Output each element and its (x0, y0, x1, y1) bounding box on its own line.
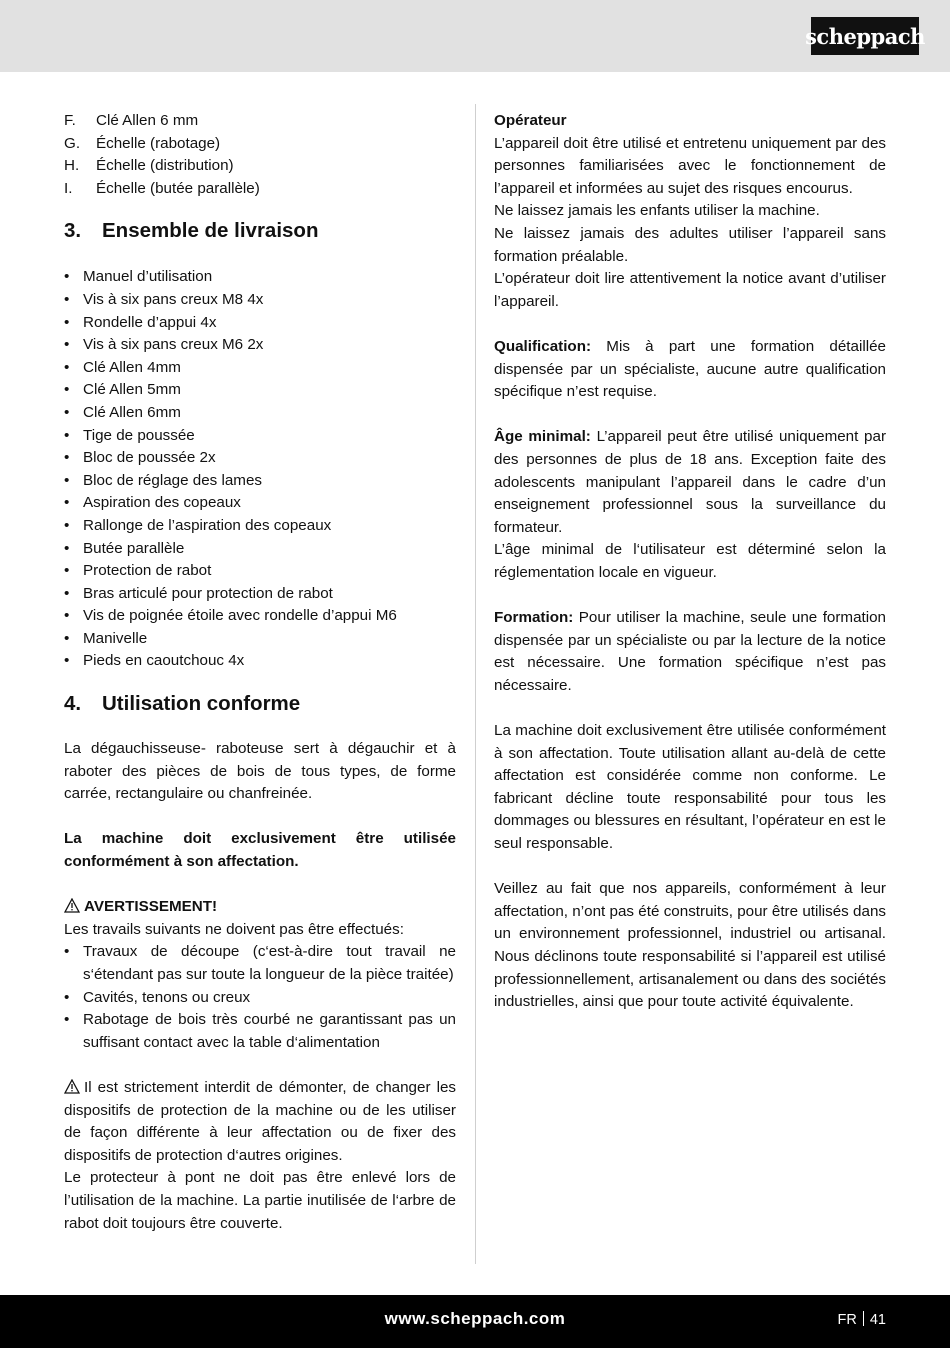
right-column (494, 110, 886, 1014)
operator-text: L’opérateur doit lire attentivement la notice avant d’utiliser l’appareil. (494, 270, 886, 310)
list-item: • Vis de poignée étoile avec rondelle d’appui M6 (64, 605, 456, 628)
prohibition-text: Il est strictement interdit de démonter, de changer les dispositifs de protection de la machine ou de les utiliser de façon différente à leur affectation ou de fixer des dispositifs de protection d‘autres origines. (64, 1078, 456, 1164)
section-heading (64, 218, 456, 244)
list-item: • Butée parallèle (64, 538, 456, 561)
training-text: Pour utiliser la machine, seule une formation dispensée par un spécialiste ou par la lecture de la notice est nécessaire. Une formation spécifique n’est pas nécessaire. (494, 609, 886, 694)
list-item: • Bloc de réglage des lames (64, 470, 456, 493)
list-item: • Clé Allen 6mm (64, 402, 456, 425)
item-text: Échelle (butée parallèle) (96, 179, 260, 197)
section-title: Utilisation conforme (102, 692, 301, 716)
list-item: • Travaux de découpe (c‘est-à-dire tout travail ne s‘étendant pas sur toute la longueur de la pièce traitée) (64, 941, 456, 986)
qualification-label: Qualification: (494, 337, 592, 355)
list-item: • Clé Allen 5mm (64, 379, 456, 402)
list-item: • Pieds en caoutchouc 4x (64, 650, 456, 673)
age-text: L’appareil peut être utilisé uniquement par des personnes de plus de 18 ans. Exception faite des adolescents manipulant l’appareil dans le cadre d’un enseignement professionnel sous la surveillance du formateur. (494, 428, 886, 536)
warning-icon (64, 898, 80, 913)
page-indicator (838, 1311, 886, 1328)
list-item (64, 133, 456, 156)
brand-logo: scheppach (811, 17, 919, 55)
page-number: 41 (869, 1312, 886, 1328)
list-item: • Cavités, tenons ou creux (64, 987, 456, 1010)
list-item: • Vis à six pans creux M6 2x (64, 334, 456, 357)
website-link[interactable]: www.scheppach.com (384, 1309, 566, 1328)
training-paragraph (494, 607, 886, 697)
prohibition-paragraph (64, 1077, 456, 1167)
warning-list (64, 941, 456, 1054)
left-column (64, 110, 456, 1235)
list-item: • Manuel d’utilisation (64, 266, 456, 289)
column-divider (475, 104, 476, 1264)
section-heading (64, 691, 456, 717)
training-label: Formation: (494, 609, 574, 627)
list-item: • Vis à six pans creux M8 4x (64, 289, 456, 312)
list-item: • Protection de rabot (64, 560, 456, 583)
list-item: • Rabotage de bois très courbé ne garantissant pas un suffisant contact avec la table d‘alimentation (64, 1009, 456, 1054)
footer-bar (0, 1295, 950, 1348)
bold-statement: La machine doit exclusivement être utilisée conformément à son affectation. (64, 830, 456, 871)
item-text: Échelle (distribution) (96, 157, 234, 175)
operator-text: Ne laissez jamais les enfants utiliser la machine. (494, 202, 820, 220)
delivery-list (64, 266, 456, 673)
qualification-paragraph (494, 336, 886, 404)
age-paragraph (494, 426, 886, 539)
conformity-paragraph: La machine doit exclusivement être utilisée conformément à son affectation. Toute utilisation allant au-delà de cette affectation est considérée comme non conforme. Le fabricant décline toute responsabilité pour tous les dommages ou blessures en résultant, l’opérateur en est le seul responsable. (494, 722, 886, 852)
qualification-text: Mis à part une formation détaillée dispensée par un spécialiste, aucune autre qualification spécifique n’est requise. (494, 337, 886, 401)
list-item: • Bras articulé pour protection de rabot (64, 583, 456, 606)
guard-note: Le protecteur à pont ne doit pas être enlevé lors de l’utilisation de la machine. La partie inutilisée de l‘arbre de rabot doit toujours être couverte. (64, 1169, 456, 1232)
commercial-use-paragraph: Veillez au fait que nos appareils, conformément à leur affectation, n’ont pas été construits, pour être utilisés dans un environnement professionnel, industriel ou artisanal. Nous déclinons toute responsabilité si l’appareil est utilisé professionnellement, artisanalement ou dans des sociétés industrielles, ainsi que pour toute activité équivalente. (494, 880, 886, 1011)
age-paragraph-2: L’âge minimal de l‘utilisateur est déterminé selon la réglementation locale en vigueur. (494, 541, 886, 581)
section-title: Ensemble de livraison (102, 219, 319, 243)
operator-title: Opérateur (494, 112, 567, 129)
list-item (64, 178, 456, 201)
warning-intro: Les travails suivants ne doivent pas être effectués: (64, 920, 404, 938)
item-key: G. (64, 134, 81, 152)
language-code: FR (837, 1312, 857, 1328)
list-item: • Rondelle d’appui 4x (64, 312, 456, 335)
operator-text: Ne laissez jamais des adultes utiliser l’appareil sans formation préalable. (494, 224, 886, 265)
section-number: 3. (64, 219, 82, 243)
warning-icon (64, 1079, 80, 1094)
intro-paragraph: La dégauchisseuse- raboteuse sert à dégauchir et à raboter des pièces de bois de tous types, de forme carrée, rectangulaire ou chanfreinée. (64, 740, 456, 803)
item-text: Échelle (rabotage) (96, 134, 221, 152)
list-item: • Tige de poussée (64, 425, 456, 448)
warning-heading (64, 896, 456, 919)
item-key: I. (64, 179, 73, 197)
item-key: H. (64, 157, 80, 175)
operator-text: L’appareil doit être utilisé et entretenu uniquement par des personnes familiarisées avec le fonctionnement de l’appareil et informées au sujet des risques encourus. (494, 134, 886, 197)
list-item: • Manivelle (64, 628, 456, 651)
item-text: Clé Allen 6 mm (96, 112, 199, 129)
section-number: 4. (64, 692, 82, 716)
list-item: • Rallonge de l’aspiration des copeaux (64, 515, 456, 538)
list-item: • Aspiration des copeaux (64, 492, 456, 515)
list-item (64, 155, 456, 178)
item-key: F. (64, 112, 76, 129)
header-bar (0, 0, 950, 72)
list-item: • Clé Allen 4mm (64, 357, 456, 380)
list-item: • Bloc de poussée 2x (64, 447, 456, 470)
list-item (64, 110, 456, 133)
age-label: Âge minimal: (494, 428, 591, 446)
lettered-list (64, 110, 456, 200)
warning-title: AVERTISSEMENT! (84, 898, 218, 916)
